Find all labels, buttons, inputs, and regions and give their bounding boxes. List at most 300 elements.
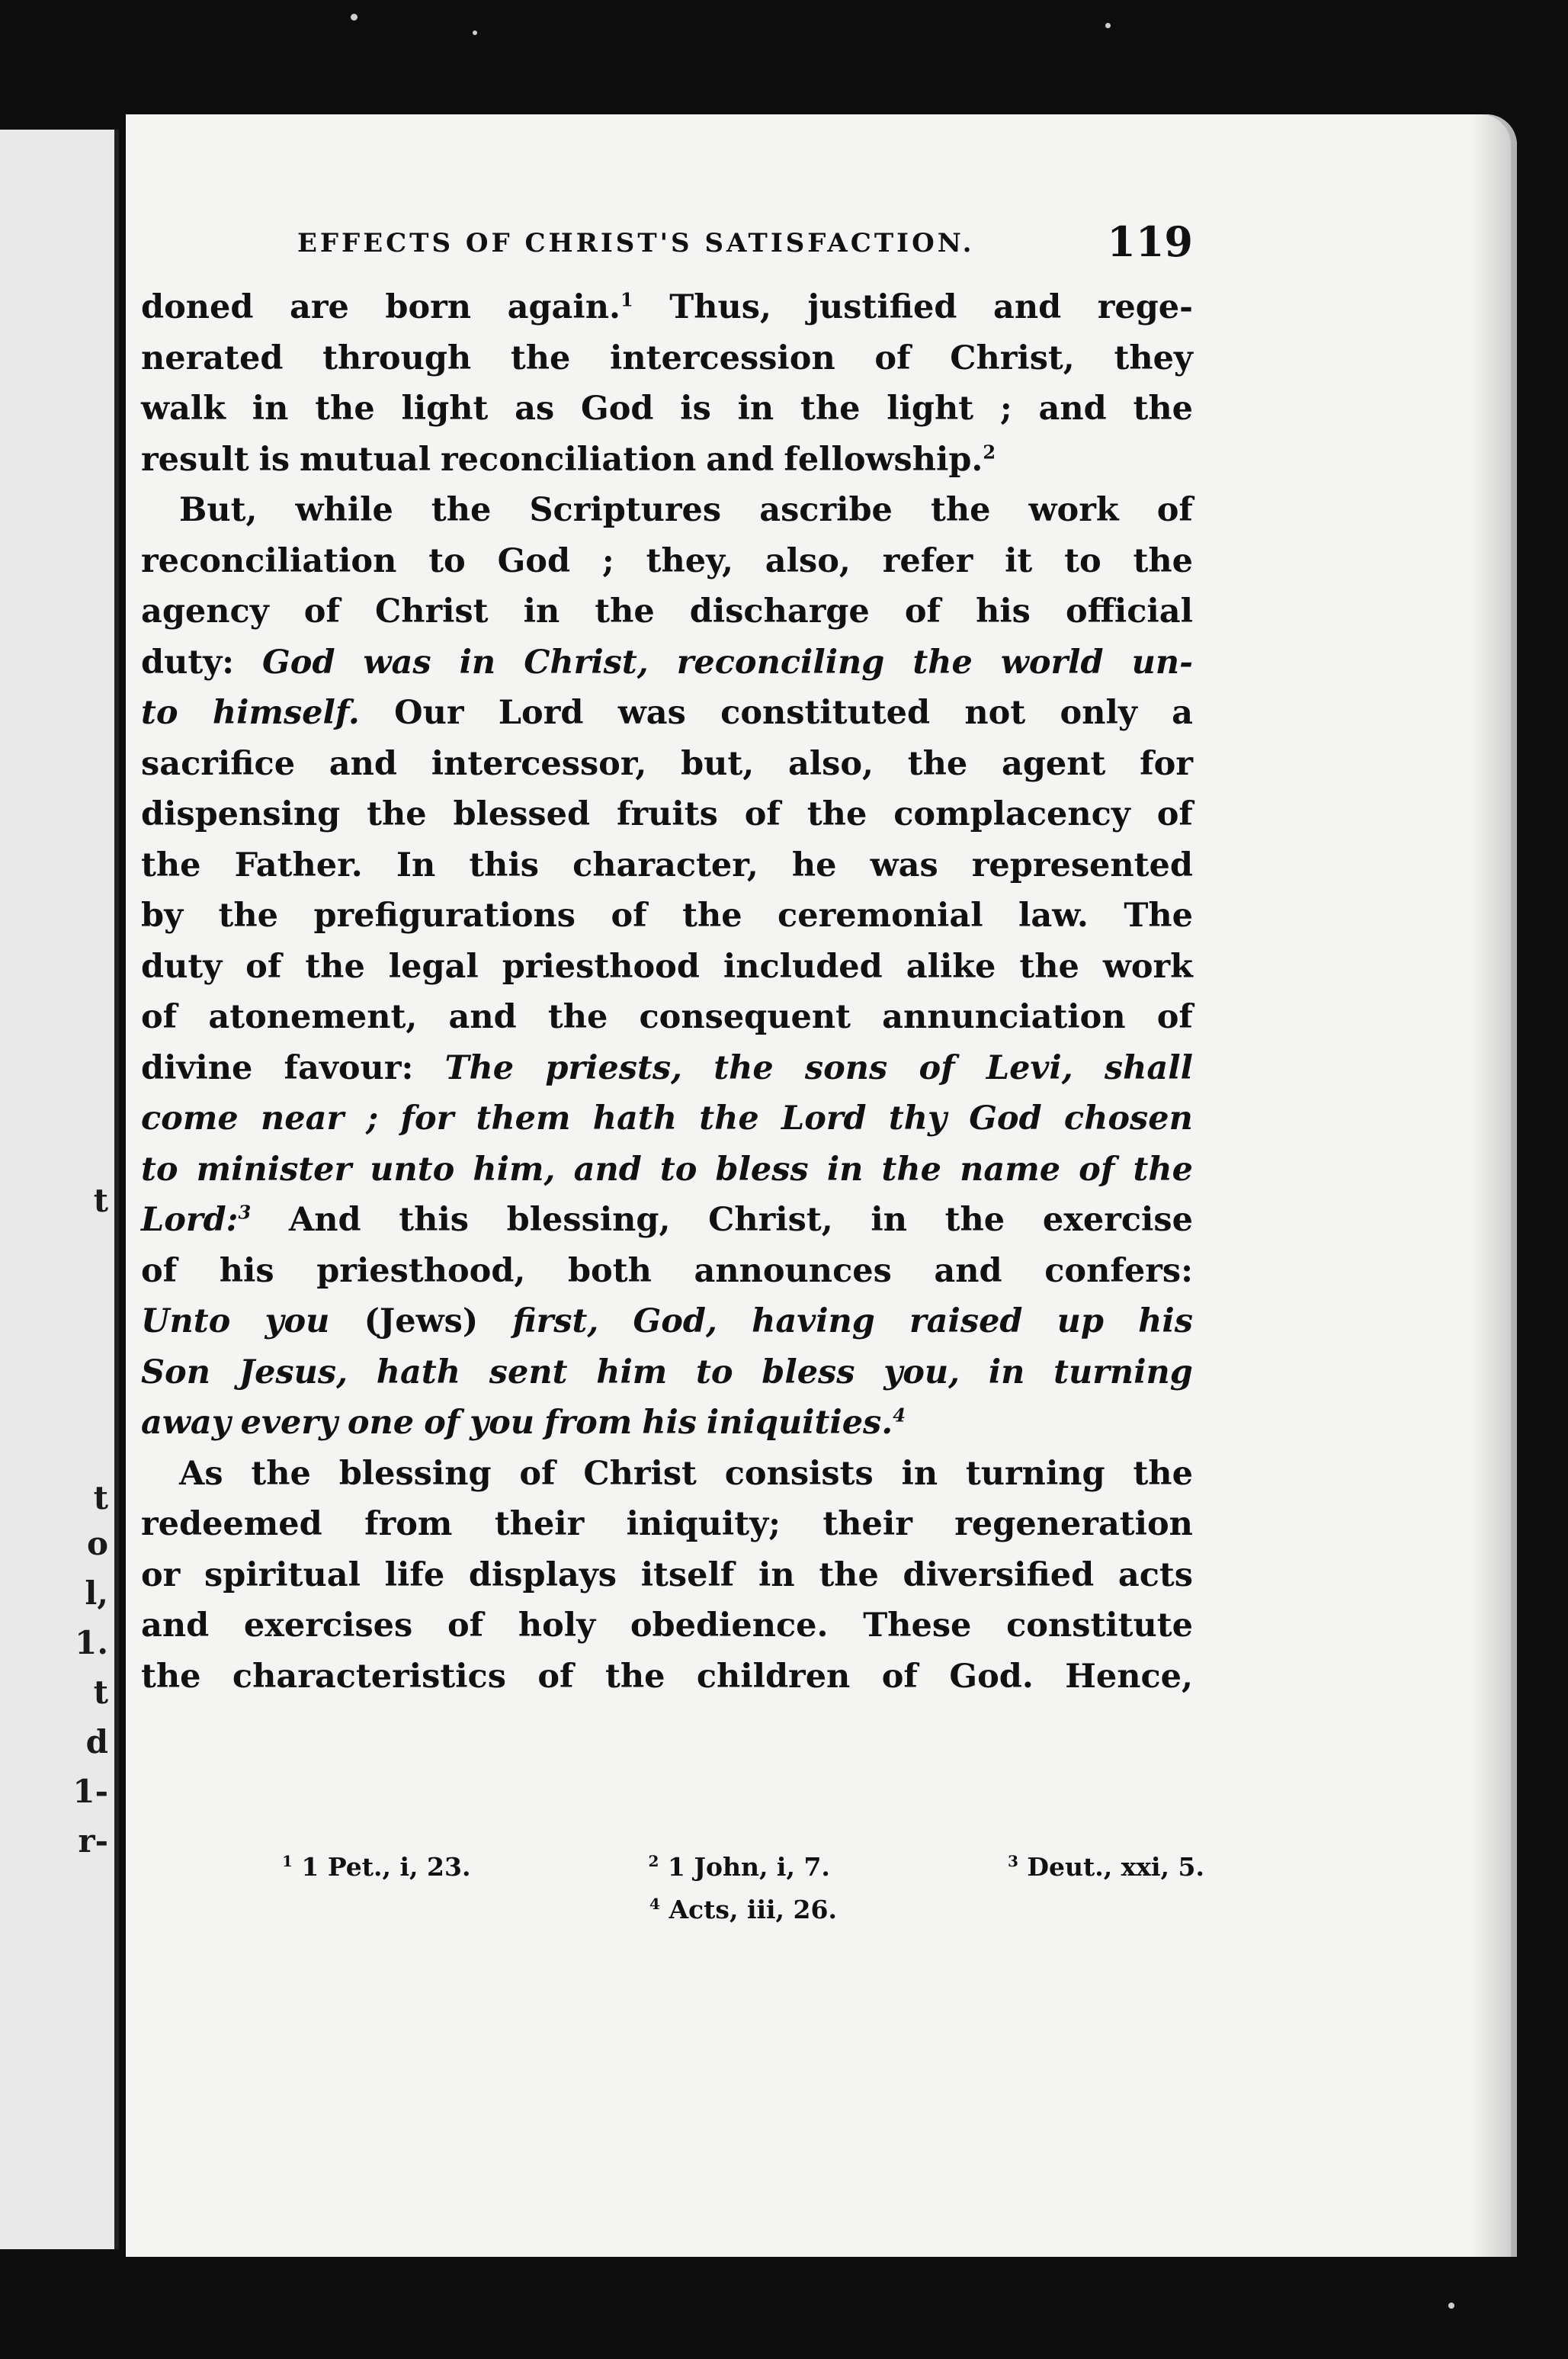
word xyxy=(289,1195,361,1246)
word-text: included xyxy=(723,947,883,986)
word-text: to xyxy=(428,541,466,580)
word-text: of xyxy=(141,998,178,1036)
word-text: in xyxy=(758,1555,795,1594)
word xyxy=(235,840,363,891)
word xyxy=(141,282,253,333)
word xyxy=(1118,1550,1193,1601)
word xyxy=(887,384,973,435)
word xyxy=(581,384,653,435)
word-text: to xyxy=(696,1353,733,1391)
word-text: raised xyxy=(909,1302,1023,1340)
word xyxy=(788,739,874,790)
word-text: or xyxy=(141,1555,181,1594)
word xyxy=(642,1398,697,1449)
word-text: turning xyxy=(965,1454,1105,1493)
word-text: the xyxy=(912,643,973,682)
word-text: turning xyxy=(1053,1353,1193,1391)
word xyxy=(738,384,774,435)
word xyxy=(792,840,837,891)
word xyxy=(179,1449,223,1500)
word-text: the xyxy=(682,897,742,935)
word-text: complacency xyxy=(893,795,1130,833)
word-text: chosen xyxy=(1063,1099,1193,1138)
word-text: fellowship. xyxy=(784,440,983,479)
word xyxy=(1124,891,1193,942)
word xyxy=(954,1499,1193,1550)
word-text: are xyxy=(289,288,349,326)
word xyxy=(453,789,590,840)
word xyxy=(469,840,539,891)
word xyxy=(1060,688,1137,739)
text-line xyxy=(141,1296,1193,1347)
word xyxy=(807,789,867,840)
word xyxy=(445,1043,515,1094)
word-text: exercises xyxy=(243,1606,413,1645)
word xyxy=(322,333,471,384)
word-text: displays xyxy=(468,1555,617,1594)
word xyxy=(431,485,491,536)
word-text: agent xyxy=(1001,744,1106,783)
word-text: as xyxy=(515,390,555,428)
word-text: you xyxy=(265,1302,330,1340)
word xyxy=(377,1347,460,1398)
word-text: atonement, xyxy=(208,998,418,1036)
word xyxy=(931,485,990,536)
word xyxy=(512,1296,598,1347)
word-text: holy xyxy=(518,1606,596,1645)
word-text: the xyxy=(141,846,201,884)
word xyxy=(593,1093,677,1144)
word xyxy=(1157,789,1193,840)
word-text: Levi, xyxy=(986,1048,1073,1087)
word xyxy=(219,891,278,942)
word-text: doned xyxy=(141,288,254,326)
word xyxy=(141,789,340,840)
word-text: consequent xyxy=(639,998,851,1036)
word-text: legal xyxy=(388,947,479,986)
word xyxy=(723,942,883,993)
text-line xyxy=(141,384,1193,435)
word-text: blessing, xyxy=(506,1201,671,1239)
word xyxy=(976,586,1031,637)
word-text: and xyxy=(448,998,517,1036)
word xyxy=(919,1043,954,1094)
word xyxy=(208,992,417,1043)
word-text: of xyxy=(303,592,340,631)
word-text: in xyxy=(523,592,560,631)
text-line xyxy=(141,1144,1193,1196)
word xyxy=(179,485,257,536)
word-text: diversified xyxy=(903,1555,1095,1594)
word xyxy=(1134,384,1193,435)
word xyxy=(627,1499,781,1550)
word xyxy=(660,1144,697,1196)
word-text: again. xyxy=(507,288,620,326)
word xyxy=(428,536,466,587)
word xyxy=(901,1449,938,1500)
word-text: And xyxy=(288,1201,361,1239)
word-text: thy xyxy=(888,1099,947,1138)
word-text: up xyxy=(1057,1302,1104,1340)
text-line xyxy=(141,891,1193,942)
word-text: intercession xyxy=(610,339,835,377)
text-line xyxy=(141,1550,1193,1601)
text-line xyxy=(141,1651,1193,1703)
word xyxy=(883,536,973,587)
word xyxy=(232,1651,506,1703)
text-line xyxy=(141,1246,1193,1297)
word xyxy=(1018,891,1089,942)
word xyxy=(141,1296,230,1347)
word-text: to xyxy=(1064,541,1101,580)
word xyxy=(141,1043,252,1094)
word-text: Our xyxy=(394,694,464,732)
word-text: in xyxy=(826,1150,864,1189)
word-text: and xyxy=(992,288,1062,326)
word-text: from xyxy=(364,1505,453,1543)
word xyxy=(537,1651,573,1703)
word-text: hath xyxy=(592,1099,678,1138)
word xyxy=(389,942,479,993)
word-text: born xyxy=(385,288,472,326)
left-page-fragment: l, xyxy=(85,1574,108,1612)
word-text: bless xyxy=(762,1353,855,1391)
word xyxy=(781,1093,867,1144)
footnote: $^4$ Acts, iii, 26. xyxy=(649,1894,837,1924)
word-text: this xyxy=(469,846,539,884)
word-text: work xyxy=(1102,947,1193,986)
left-page-fragment: d xyxy=(85,1723,108,1760)
word-text: was xyxy=(363,643,431,682)
word-text: for xyxy=(400,1099,454,1138)
word-text: of xyxy=(245,947,282,986)
word xyxy=(370,1144,454,1196)
word-text: of xyxy=(1156,998,1193,1036)
word xyxy=(882,992,1125,1043)
word xyxy=(639,992,851,1043)
word xyxy=(752,1296,875,1347)
word-text: for xyxy=(1140,744,1193,783)
word xyxy=(883,1347,960,1398)
word xyxy=(495,1499,584,1550)
word-text: to xyxy=(659,1150,697,1189)
word xyxy=(141,1550,180,1601)
word-text: first, xyxy=(512,1302,599,1340)
text-line xyxy=(141,435,1193,486)
dust-speck xyxy=(1105,23,1111,28)
word-text: the xyxy=(881,1150,941,1189)
word-text: in xyxy=(459,643,496,682)
word xyxy=(313,891,576,942)
word xyxy=(204,1550,361,1601)
word xyxy=(950,333,1075,384)
word xyxy=(252,384,289,435)
word-text: God xyxy=(497,541,571,580)
word xyxy=(903,1550,1095,1601)
word xyxy=(1043,1195,1193,1246)
word xyxy=(934,1246,1002,1297)
word xyxy=(905,586,941,637)
word-text: his xyxy=(976,592,1031,631)
word xyxy=(339,1449,492,1500)
word xyxy=(296,485,393,536)
left-page-fragment: 1. xyxy=(75,1624,108,1661)
word-text: God xyxy=(969,1099,1042,1138)
footnote-ref: 4 xyxy=(893,1404,906,1427)
word-text: hath xyxy=(376,1353,461,1391)
word-text: blessing xyxy=(338,1454,492,1493)
word-text: of xyxy=(874,339,911,377)
word-text: the xyxy=(907,744,968,783)
text-line xyxy=(141,1499,1193,1550)
word-text: the xyxy=(699,1099,759,1138)
word-text: come xyxy=(141,1099,239,1138)
word-text: discharge xyxy=(689,592,870,631)
word xyxy=(1133,1449,1192,1500)
word xyxy=(141,1499,322,1550)
text-line xyxy=(141,282,1193,333)
footnotes xyxy=(282,1845,1204,1931)
word-text: minister xyxy=(196,1150,352,1189)
word xyxy=(141,1246,177,1297)
word xyxy=(960,1144,1060,1196)
word-text: the xyxy=(1133,1150,1193,1189)
word xyxy=(713,1043,773,1094)
word xyxy=(489,1347,568,1398)
left-page-fragment: t xyxy=(93,1182,108,1219)
text-line xyxy=(141,1600,1193,1651)
running-head xyxy=(297,217,1193,271)
word xyxy=(469,1550,617,1601)
word xyxy=(889,1093,947,1144)
word-text: name xyxy=(960,1150,1061,1189)
previous-page-edge xyxy=(0,130,119,2249)
word xyxy=(863,1600,971,1651)
word-text: God xyxy=(580,390,654,428)
word-text: in xyxy=(988,1353,1025,1391)
left-page-fragment: t xyxy=(93,1674,108,1711)
dust-speck xyxy=(1448,2303,1454,2309)
footnote: $^2$ 1 John, i, 7. xyxy=(648,1851,830,1882)
word xyxy=(316,1246,525,1297)
word-text: blessed xyxy=(453,795,591,833)
word-text: Jesus, xyxy=(239,1353,348,1391)
word-text: the xyxy=(595,592,655,631)
word xyxy=(448,992,516,1043)
word xyxy=(912,637,972,688)
word xyxy=(1079,1144,1114,1196)
word xyxy=(966,1449,1105,1500)
word-text: the xyxy=(1133,390,1193,428)
word-text: iniquities. xyxy=(706,1404,893,1442)
word-text: character, xyxy=(572,846,758,884)
word xyxy=(141,942,222,993)
word xyxy=(399,1195,469,1246)
word xyxy=(633,1296,717,1347)
word xyxy=(696,1347,733,1398)
word-text: sent xyxy=(489,1353,568,1391)
word xyxy=(822,1499,912,1550)
word xyxy=(545,1043,682,1094)
text-line xyxy=(141,942,1193,993)
word xyxy=(284,1043,414,1094)
word xyxy=(245,942,281,993)
word-text: the xyxy=(431,491,492,529)
word-text: iniquity; xyxy=(626,1505,781,1543)
word-text: the xyxy=(251,1454,311,1493)
left-page-fragment: 1- xyxy=(72,1773,108,1810)
word-text: duty: xyxy=(141,643,235,682)
word-text: the xyxy=(800,390,861,428)
word xyxy=(646,536,733,587)
word xyxy=(871,1195,907,1246)
word xyxy=(519,1449,555,1500)
word xyxy=(882,1144,941,1196)
word-text: Christ xyxy=(583,1454,697,1493)
word-text: light xyxy=(887,390,974,428)
word-text: is xyxy=(258,440,290,479)
word-text: the xyxy=(806,795,867,833)
word-text: through xyxy=(322,339,472,377)
word xyxy=(498,536,570,587)
word-text: reconciliation xyxy=(441,440,697,479)
dust-speck xyxy=(473,30,477,35)
word-text: rege- xyxy=(1097,288,1193,326)
left-page-fragment: t xyxy=(93,1479,108,1516)
footnote: $^1$ 1 Pet., i, 23. xyxy=(282,1851,471,1882)
word-text: obedience. xyxy=(630,1606,829,1645)
word-text: the xyxy=(1019,947,1079,986)
text-line xyxy=(141,586,1193,637)
word-text: every xyxy=(240,1404,338,1442)
word-text: Father. xyxy=(234,846,363,884)
word-text: light xyxy=(401,390,489,428)
word-text: Christ xyxy=(375,592,489,631)
word xyxy=(141,1195,251,1246)
word-text: of xyxy=(141,1251,178,1290)
word xyxy=(251,1449,310,1500)
word xyxy=(1029,485,1119,536)
word-text: of xyxy=(519,1454,556,1493)
word-text: you xyxy=(470,1404,535,1442)
word xyxy=(1006,1600,1193,1651)
word xyxy=(473,1144,555,1196)
word xyxy=(690,586,870,637)
word-text: the xyxy=(944,1201,1005,1239)
word-text: Hence, xyxy=(1065,1657,1193,1696)
word-text: sons xyxy=(804,1048,888,1087)
word-text: of xyxy=(881,1657,918,1696)
word xyxy=(610,333,835,384)
word xyxy=(1005,536,1032,587)
word-text: but, xyxy=(681,744,755,783)
word xyxy=(364,637,431,688)
word-text: this xyxy=(399,1201,469,1239)
word xyxy=(969,1093,1041,1144)
word xyxy=(367,789,426,840)
word-text: prefigurations xyxy=(313,897,576,935)
word xyxy=(502,942,700,993)
word xyxy=(262,637,335,688)
word xyxy=(375,586,489,637)
word xyxy=(805,1043,887,1094)
word xyxy=(972,840,1193,891)
text-line xyxy=(141,739,1193,790)
word xyxy=(511,333,570,384)
word-text: Christ, xyxy=(950,339,1075,377)
word-text: of xyxy=(1156,795,1193,833)
word xyxy=(641,1550,735,1601)
word-text: of xyxy=(919,1048,955,1087)
word xyxy=(617,789,718,840)
text-line xyxy=(141,637,1193,688)
word-text: God xyxy=(262,643,335,682)
word-text: the xyxy=(510,339,571,377)
word xyxy=(507,1195,671,1246)
word xyxy=(989,1347,1025,1398)
footnote: $^3$ Deut., xxi, 5. xyxy=(1007,1851,1204,1882)
word-text: and xyxy=(1038,390,1107,428)
word xyxy=(441,435,696,486)
word xyxy=(305,942,364,993)
word xyxy=(707,1398,906,1449)
word-text: favour: xyxy=(284,1048,414,1087)
text-line xyxy=(141,1449,1193,1500)
word-text: to xyxy=(141,694,178,732)
word xyxy=(720,688,930,739)
word-text: of xyxy=(424,1404,460,1442)
word-text: he xyxy=(791,846,837,884)
word-text: priesthood xyxy=(502,947,700,986)
text-line xyxy=(141,840,1193,891)
word xyxy=(141,384,226,435)
word-text: them xyxy=(476,1099,571,1138)
word-text: priesthood, xyxy=(316,1251,526,1290)
word xyxy=(141,333,283,384)
word xyxy=(708,1195,833,1246)
word-text: priests, xyxy=(545,1048,683,1087)
word xyxy=(524,586,560,637)
word xyxy=(871,840,938,891)
word xyxy=(476,1093,571,1144)
word-text: agency xyxy=(141,592,269,631)
word-text: near xyxy=(260,1099,345,1138)
word xyxy=(141,536,396,587)
word-text: only xyxy=(1060,694,1137,732)
word xyxy=(1133,1144,1192,1196)
word xyxy=(431,739,647,790)
text-line xyxy=(141,1195,1193,1246)
word-text: of xyxy=(447,1606,484,1645)
word xyxy=(765,536,851,587)
word-text: God, xyxy=(633,1302,717,1340)
word xyxy=(197,1144,352,1196)
word-text: one xyxy=(347,1404,415,1442)
word xyxy=(882,1651,918,1703)
word-text: in xyxy=(737,390,774,428)
word-text: not xyxy=(964,694,1026,732)
word-text: bless xyxy=(715,1150,809,1189)
word-text: official xyxy=(1065,592,1193,631)
word-text: children xyxy=(696,1657,851,1696)
word-text: represented xyxy=(971,846,1193,884)
word-text: was xyxy=(870,846,938,884)
word xyxy=(677,637,885,688)
word-text: the xyxy=(141,1657,201,1696)
word xyxy=(1053,1347,1193,1398)
word-text: of xyxy=(1079,1150,1115,1189)
text-line xyxy=(141,536,1193,587)
